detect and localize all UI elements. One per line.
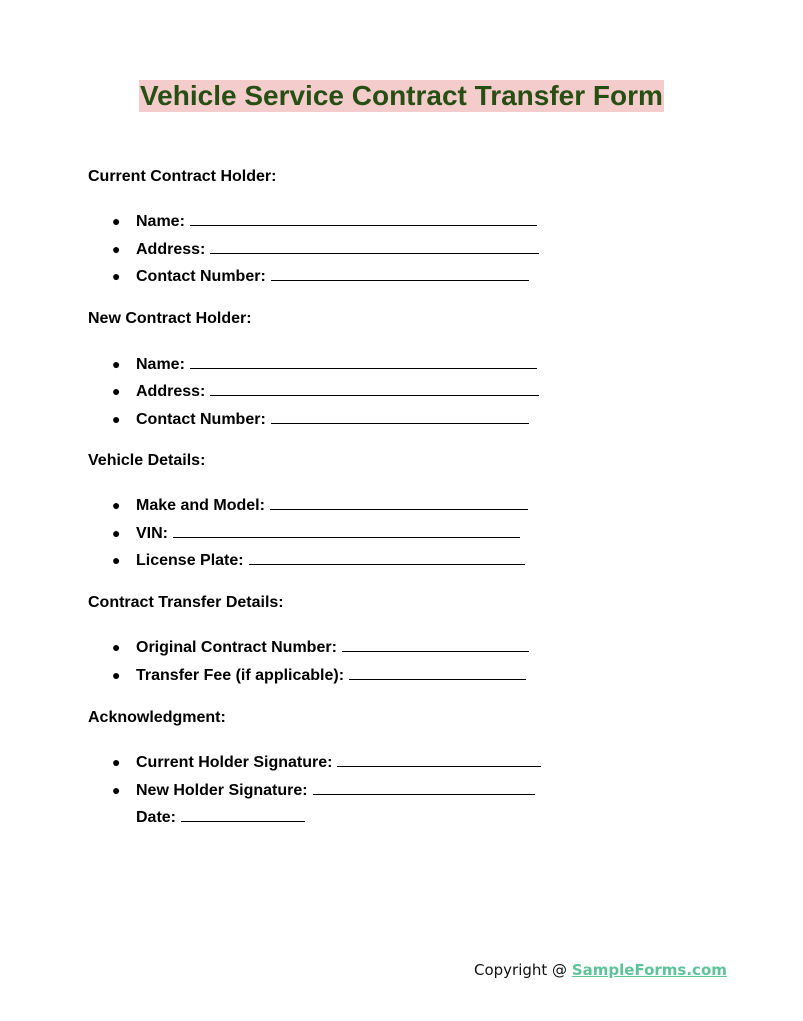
field-label: License Plate:: [136, 552, 244, 569]
field-label: Name:: [136, 356, 185, 373]
field-new-signature: [112, 780, 535, 800]
bullet-icon: ●: [112, 552, 121, 568]
bullet-icon: ●: [112, 213, 121, 229]
field-new-address: [112, 381, 539, 401]
bullet-icon: ●: [112, 639, 121, 655]
field-label: Make and Model:: [136, 497, 265, 514]
section-heading-transfer: Contract Transfer Details:: [88, 594, 284, 611]
sampleforms-link[interactable]: SampleForms.com: [571, 961, 727, 979]
section-heading-current-holder: Current Contract Holder:: [88, 168, 277, 185]
field-label: Original Contract Number:: [136, 639, 337, 656]
bullet-icon: ●: [112, 411, 121, 427]
contact-blank-line[interactable]: [271, 266, 529, 281]
address-blank-line[interactable]: [210, 381, 539, 396]
make-model-blank-line[interactable]: [270, 495, 528, 510]
bullet-icon: ●: [112, 667, 121, 683]
address-blank-line[interactable]: [210, 239, 539, 254]
field-current-name: [112, 211, 537, 231]
copyright-text: Copyright @: [474, 961, 572, 979]
field-label: Contact Number:: [136, 268, 266, 285]
field-current-address: [112, 239, 539, 259]
bullet-icon: ●: [112, 383, 121, 399]
field-current-contact: [112, 266, 529, 286]
field-date: [112, 807, 305, 827]
field-new-contact: [112, 409, 529, 429]
field-current-signature: [112, 752, 541, 772]
field-make-model: [112, 495, 528, 515]
field-new-name: [112, 354, 537, 374]
field-label: Date:: [136, 809, 177, 826]
field-label: Transfer Fee (if applicable):: [136, 667, 345, 684]
field-label: Contact Number:: [136, 411, 266, 428]
section-heading-vehicle: Vehicle Details:: [88, 452, 206, 469]
current-signature-blank-line[interactable]: [337, 752, 541, 767]
page-title: Vehicle Service Contract Transfer Form: [140, 80, 663, 111]
new-signature-blank-line[interactable]: [313, 780, 535, 795]
bullet-icon: ●: [112, 782, 121, 798]
bullet-icon: ●: [112, 497, 121, 513]
name-blank-line[interactable]: [190, 211, 537, 226]
field-label: Name:: [136, 213, 185, 230]
field-label: New Holder Signature:: [136, 782, 308, 799]
vin-blank-line[interactable]: [173, 523, 520, 538]
field-vin: [112, 523, 520, 543]
transfer-fee-blank-line[interactable]: [349, 665, 526, 680]
bullet-icon: ●: [112, 356, 121, 372]
field-original-contract-number: [112, 637, 529, 657]
bullet-icon: ●: [112, 525, 121, 541]
field-label: Address:: [136, 383, 206, 400]
field-label: VIN:: [136, 525, 168, 542]
date-blank-line[interactable]: [181, 807, 305, 822]
bullet-icon: ●: [112, 754, 121, 770]
field-transfer-fee: [112, 665, 526, 685]
title-wrap: [0, 80, 803, 112]
field-license-plate: [112, 550, 525, 570]
name-blank-line[interactable]: [190, 354, 537, 369]
footer-copyright: [474, 961, 727, 979]
contract-number-blank-line[interactable]: [342, 637, 529, 652]
bullet-icon: ●: [112, 241, 121, 257]
section-heading-acknowledgment: Acknowledgment:: [88, 709, 226, 726]
field-label: Address:: [136, 241, 206, 258]
section-heading-new-holder: New Contract Holder:: [88, 310, 252, 327]
contact-blank-line[interactable]: [271, 409, 529, 424]
bullet-icon: ●: [112, 268, 121, 284]
field-label: Current Holder Signature:: [136, 754, 333, 771]
license-plate-blank-line[interactable]: [249, 550, 525, 565]
